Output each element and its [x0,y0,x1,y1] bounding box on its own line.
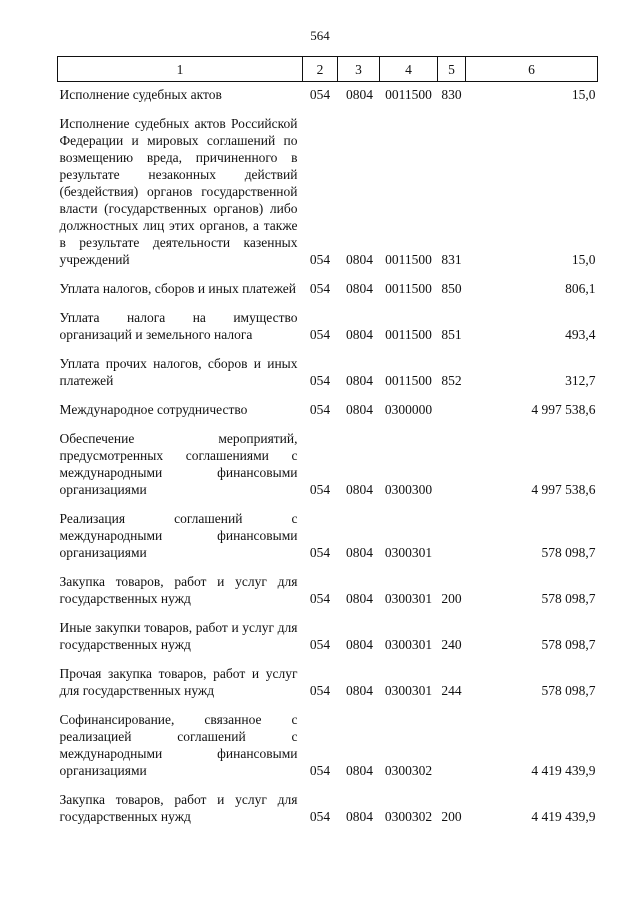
row-target-code: 0011500 [385,87,432,102]
row-chapter-code: 054 [309,87,331,102]
row-target-code: 0300301 [384,683,433,698]
row-spacer [58,389,598,397]
row-chapter-code: 054 [309,591,331,606]
row-expense-type: 852 [441,373,462,388]
row-chapter-code: 054 [309,545,331,560]
table-row [58,397,598,418]
row-target-code: 0011500 [385,281,432,296]
header-col-1: 1 [58,57,303,82]
row-name: Уплата налога на имущество организаций и земельного налога [59,310,298,342]
row-target-code: 0300302 [384,763,433,778]
row-spacer [58,699,598,707]
row-chapter-code: 054 [309,327,331,342]
row-name: Софинансирование, связанное с реализацией соглашений с международными финансовыми организациями [59,712,298,778]
row-amount: 4 419 439,9 [531,763,596,778]
row-expense-type: 244 [441,683,462,698]
row-chapter-code: 054 [309,683,331,698]
page-number: 564 [310,28,330,43]
header-col-4: 4 [380,57,438,82]
row-expense-type [438,506,466,561]
row-name: Прочая закупка товаров, работ и услуг для государственных нужд [59,666,298,698]
table-row [58,707,598,779]
row-spacer [58,779,598,787]
row-spacer [58,343,598,351]
row-expense-type: 200 [441,591,462,606]
row-section-code: 0804 [346,281,373,296]
row-chapter-code: 054 [309,402,331,417]
header-col-3: 3 [338,57,380,82]
row-section-code: 0804 [346,763,373,778]
table-header-row [58,57,598,82]
row-expense-type: 240 [441,637,462,652]
row-name: Закупка товаров, работ и услуг для государственных нужд [59,792,298,824]
row-name: Исполнение судебных актов [59,87,222,102]
table-row [58,569,598,607]
row-amount: 493,4 [565,327,596,342]
row-amount: 4 419 439,9 [531,809,596,824]
table-row [58,787,598,825]
row-section-code: 0804 [346,87,373,102]
row-section-code: 0804 [346,327,373,342]
row-section-code: 0804 [346,637,373,652]
budget-table [57,56,598,825]
row-spacer [58,607,598,615]
row-expense-type: 830 [441,87,462,102]
row-expense-type: 831 [441,252,462,267]
row-name: Реализация соглашений с международными финансовыми организациями [59,511,298,560]
row-amount: 578 098,7 [541,591,596,606]
row-amount: 806,1 [565,281,596,296]
row-name: Уплата налогов, сборов и иных платежей [59,281,296,296]
row-chapter-code: 054 [309,482,331,497]
table-row [58,82,598,104]
row-section-code: 0804 [346,482,373,497]
row-section-code: 0804 [346,591,373,606]
row-chapter-code: 054 [309,763,331,778]
row-name: Иные закупки товаров, работ и услуг для государственных нужд [59,620,298,652]
row-chapter-code: 054 [309,281,331,296]
row-amount: 312,7 [565,373,596,388]
row-amount: 4 997 538,6 [531,402,596,417]
row-amount: 15,0 [571,87,596,102]
table-row [58,506,598,561]
row-amount: 578 098,7 [541,683,596,698]
table-row [58,276,598,297]
table-row [58,661,598,699]
row-spacer [58,418,598,426]
row-spacer [58,653,598,661]
table-row [58,351,598,389]
row-target-code: 0011500 [385,327,432,342]
row-section-code: 0804 [346,809,373,824]
row-chapter-code: 054 [309,252,331,267]
row-expense-type: 851 [441,327,462,342]
row-target-code: 0300301 [384,591,433,606]
row-amount: 15,0 [571,252,596,267]
header-col-5: 5 [438,57,466,82]
row-spacer [58,103,598,111]
row-expense-type [438,707,466,779]
row-name: Закупка товаров, работ и услуг для государственных нужд [59,574,298,606]
row-expense-type: 200 [441,809,462,824]
row-section-code: 0804 [346,252,373,267]
table-row [58,111,598,268]
row-amount: 578 098,7 [541,545,596,560]
table-row [58,305,598,343]
row-name: Уплата прочих налогов, сборов и иных платежей [59,356,298,388]
row-spacer [58,268,598,276]
row-target-code: 0011500 [385,252,432,267]
row-target-code: 0300000 [384,402,433,417]
row-chapter-code: 054 [309,637,331,652]
row-spacer [58,561,598,569]
table-row [58,615,598,653]
row-expense-type: 850 [441,281,462,296]
row-chapter-code: 054 [309,809,331,824]
row-spacer [58,297,598,305]
row-section-code: 0804 [346,683,373,698]
header-col-2: 2 [303,57,338,82]
row-section-code: 0804 [346,373,373,388]
row-amount: 578 098,7 [541,637,596,652]
row-amount: 4 997 538,6 [531,482,596,497]
row-target-code: 0300300 [384,482,433,497]
row-name: Международное сотрудничество [59,402,248,417]
row-target-code: 0011500 [385,373,432,388]
row-target-code: 0300301 [384,545,433,560]
table-body [58,82,598,826]
row-expense-type [438,397,466,418]
row-name: Исполнение судебных актов Российской Федерации и мировых соглашений по возмещению вреда, причиненного в результате незаконных действий (бездействия) органов государственной власти (государственных органов) либо должностных лиц этих органов, а также в результате деятельности казенных учреждений [59,116,298,267]
row-section-code: 0804 [346,402,373,417]
header-col-6: 6 [466,57,598,82]
row-name: Обеспечение мероприятий, предусмотренных соглашениями с международными финансовыми организациями [59,431,298,497]
row-expense-type [438,426,466,498]
row-target-code: 0300302 [384,809,433,824]
row-chapter-code: 054 [309,373,331,388]
row-target-code: 0300301 [384,637,433,652]
row-section-code: 0804 [346,545,373,560]
table-row [58,426,598,498]
row-spacer [58,498,598,506]
